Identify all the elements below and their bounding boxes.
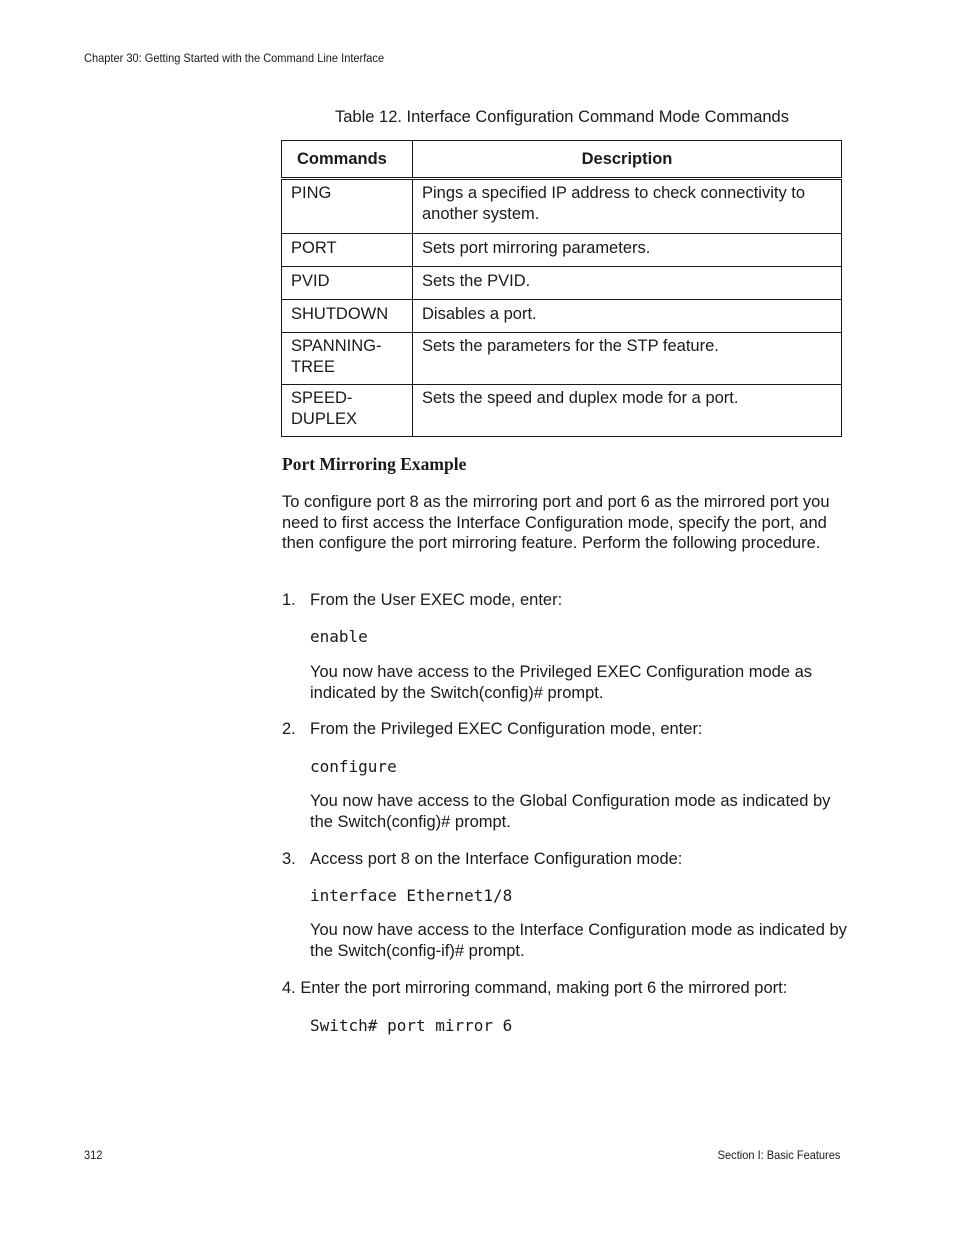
- step-note: You now have access to the Global Configuration mode as indicated by the Switch(config)# prompt.: [310, 792, 831, 831]
- command-cell: PING: [282, 179, 413, 234]
- code-command: enable: [310, 627, 368, 646]
- column-header-commands: Commands: [282, 141, 413, 179]
- commands-table: [281, 140, 842, 437]
- table-header-row: [282, 141, 842, 179]
- table-row: [282, 333, 842, 385]
- description-cell: Pings a specified IP address to check connectivity to another system.: [413, 179, 842, 234]
- section-title: Port Mirroring Example: [282, 454, 467, 474]
- table-row: [282, 234, 842, 267]
- intro-paragraph: To configure port 8 as the mirroring port and port 6 as the mirrored port you need to first access the Interface Configuration mode, specify the port, and then configure the port mirroring feature. Perform the following procedure.: [282, 493, 830, 552]
- table-row: [282, 267, 842, 300]
- step-3: [282, 849, 682, 870]
- command-cell: SPEED-DUPLEX: [282, 385, 413, 437]
- step-4: [282, 978, 787, 999]
- step-number: 4.: [282, 979, 296, 997]
- code-command: configure: [310, 757, 397, 776]
- command-cell: SHUTDOWN: [282, 300, 413, 333]
- table-row: [282, 300, 842, 333]
- page-header: Chapter 30: Getting Started with the Command Line Interface: [84, 51, 385, 65]
- step-number: 3.: [282, 850, 296, 868]
- column-header-description: Description: [413, 141, 842, 179]
- code-command: interface Ethernet1/8: [310, 886, 513, 905]
- step-1: [282, 590, 562, 611]
- step-note: You now have access to the Privileged EXEC Configuration mode as indicated by the Switch(config)# prompt.: [310, 663, 813, 702]
- command-cell: PVID: [282, 267, 413, 300]
- step-number: 1.: [282, 591, 296, 609]
- code-command: Switch# port mirror 6: [310, 1016, 513, 1035]
- description-cell: Disables a port.: [413, 300, 842, 333]
- step-number: 2.: [282, 720, 296, 738]
- table-row: [282, 385, 842, 437]
- page-number: 312: [84, 1148, 103, 1162]
- table-row: [282, 179, 842, 234]
- description-cell: Sets port mirroring parameters.: [413, 234, 842, 267]
- step-note: You now have access to the Interface Configuration mode as indicated by the Switch(config-if)# prompt.: [310, 921, 847, 960]
- step-text: Access port 8 on the Interface Configuration mode:: [310, 850, 683, 868]
- step-text: From the User EXEC mode, enter:: [310, 591, 563, 609]
- step-text: From the Privileged EXEC Configuration mode, enter:: [310, 720, 703, 738]
- step-text: Enter the port mirroring command, making port 6 the mirrored port:: [300, 979, 788, 997]
- description-cell: Sets the PVID.: [413, 267, 842, 300]
- command-cell: PORT: [282, 234, 413, 267]
- step-2: [282, 719, 703, 740]
- description-cell: Sets the parameters for the STP feature.: [413, 333, 842, 385]
- description-cell: Sets the speed and duplex mode for a port.: [413, 385, 842, 437]
- command-cell: SPANNING-TREE: [282, 333, 413, 385]
- table-caption: Table 12. Interface Configuration Command Mode Commands: [335, 108, 789, 126]
- footer-section: Section I: Basic Features: [717, 1148, 840, 1162]
